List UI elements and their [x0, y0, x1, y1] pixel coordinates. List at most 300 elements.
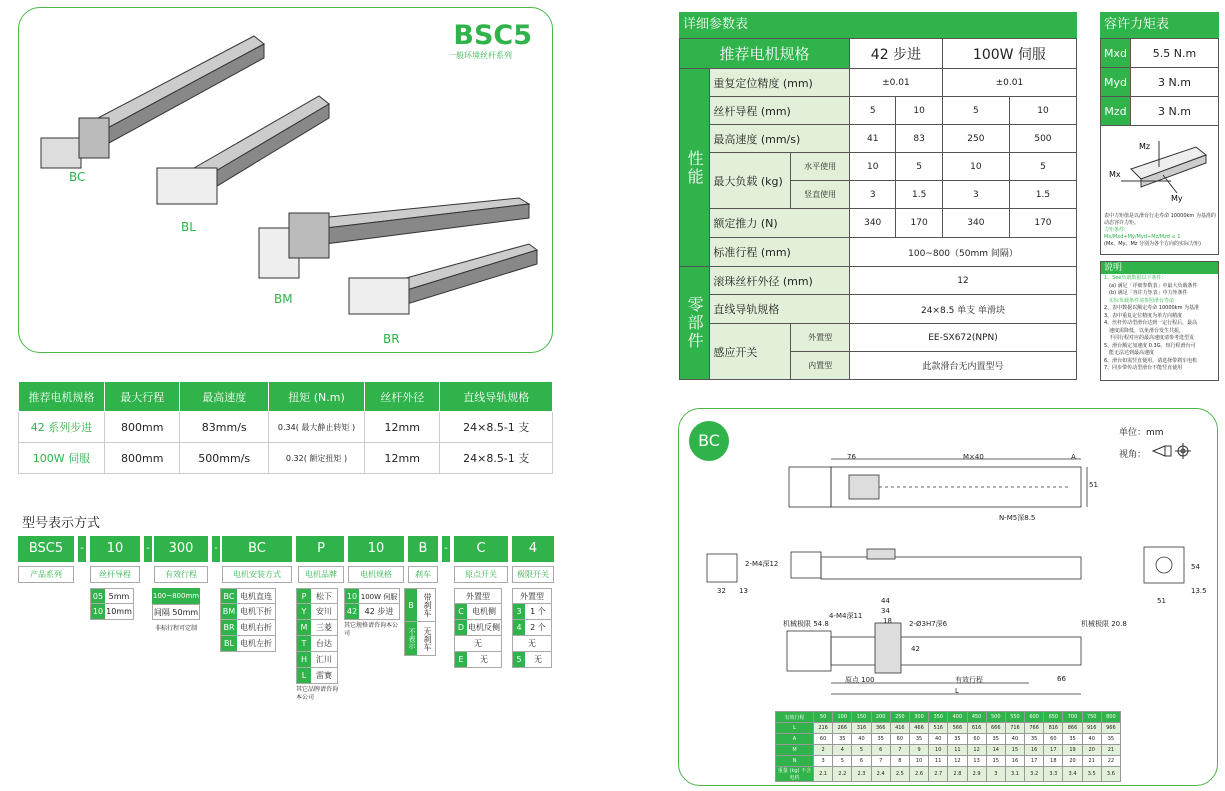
summary-header: 最大行程 [105, 382, 180, 412]
spec-cell: 500 [1009, 125, 1076, 153]
dim-table-cell: 16 [1025, 745, 1044, 756]
spec-header: 42 步进 [850, 39, 943, 69]
option-code: E [455, 652, 467, 667]
notes-box [1100, 261, 1219, 381]
spec-cell: 10 [850, 153, 896, 181]
option-row [220, 604, 276, 620]
spec-cell: 此款滑台无内置型号 [850, 352, 1077, 380]
note-line: 6、滑台如需竖直使用，请选择带刹车电机 [1104, 357, 1198, 364]
dim-table-row [776, 767, 1121, 782]
option-code: BL [221, 636, 237, 651]
spec-cell: 12 [850, 267, 1077, 295]
dim-table-cell: 9 [909, 745, 928, 756]
dim-table-cell: 5 [833, 756, 852, 767]
code-origin: C [454, 536, 508, 562]
option-row [512, 604, 552, 620]
code-brand: P [298, 536, 344, 562]
spec-cell: 1.5 [896, 181, 942, 209]
dim-table-cell: 2.6 [909, 767, 928, 782]
spec-row-label: 直线导轨规格 [710, 295, 850, 324]
option-text: 10mm [106, 607, 132, 616]
dim-table-cell: 20 [1063, 756, 1082, 767]
spec-cell: 10 [896, 97, 942, 125]
option-code: T [297, 636, 311, 651]
option-limit [512, 588, 552, 668]
product-subtitle: 一般环境丝杆系列 [448, 51, 512, 60]
dim-table-label: A [776, 734, 814, 745]
product-image-box [18, 7, 553, 353]
spec-sublabel: 外置型 [791, 324, 850, 352]
option-motor [344, 588, 400, 638]
spec-row-label: 感应开关 [710, 324, 791, 380]
moment-label: Myd [1101, 68, 1131, 97]
option-row [512, 652, 552, 668]
option-text: 电机反侧 [468, 623, 500, 632]
option-code: BR [221, 620, 237, 635]
dim-table-cell: 16 [1005, 756, 1024, 767]
spec-row-label: 最高速度 (mm/s) [710, 125, 850, 153]
option-row [296, 652, 338, 668]
summary-header: 直线导轨规格 [440, 382, 553, 412]
option-row [344, 588, 400, 604]
dim-table-cell: 350 [929, 712, 948, 723]
option-stroke [152, 588, 200, 638]
spec-cell: ±0.01 [850, 69, 943, 97]
spec-cell: 3 [850, 181, 896, 209]
option-text: 1 个 [530, 607, 546, 616]
dim-table-cell: 60 [967, 734, 986, 745]
dim-4m4: 4-M4深11 [829, 612, 863, 620]
option-text: 无 [454, 636, 502, 652]
spec-row-label: 最大负载 (kg) [710, 153, 791, 209]
dim-table-cell: 316 [852, 723, 871, 734]
summary-cell: 0.34( 最大静止转矩 ) [269, 412, 365, 443]
option-text: 无 [534, 655, 542, 664]
dim-a: A [1071, 453, 1076, 461]
option-text: 无 [480, 655, 488, 664]
dim-table-cell: 17 [1025, 756, 1044, 767]
dim-2m4: 2-M4深12 [745, 560, 779, 568]
option-code: M [297, 620, 311, 635]
option-text: 无刹车 [423, 626, 432, 651]
option-row [454, 604, 502, 620]
dim-table-cell: 666 [986, 723, 1005, 734]
code-mount: BC [222, 536, 292, 562]
dim-table-cell: 2.1 [814, 767, 833, 782]
dim-table-cell: 866 [1063, 723, 1082, 734]
variant-bm: BM [274, 292, 293, 306]
dim-table-cell: 22 [1101, 756, 1120, 767]
note-line: 7、同步带传动型滑台不能竖直使用 [1104, 365, 1183, 371]
code-limit: 4 [512, 536, 554, 562]
spec-cell: 10 [1009, 97, 1076, 125]
dim-pin: 2-Ø3H7深6 [909, 620, 948, 628]
dim-table-cell: 400 [948, 712, 967, 723]
dim-table-cell: 600 [1025, 712, 1044, 723]
spec-header: 100W 伺服 [942, 39, 1076, 69]
option-text: 外置型 [454, 588, 502, 604]
spec-cell: 340 [850, 209, 896, 238]
dim-table-cell: 15 [986, 756, 1005, 767]
option-text: 电机右折 [240, 623, 272, 632]
option-text: 带刹车 [423, 593, 432, 617]
option-text: 电机左折 [240, 639, 272, 648]
moment-note: 表中力矩值是以滑台行走寿命 10000km 为基准的动态容许力矩。 [1104, 213, 1216, 226]
code-series: BSC5 [18, 536, 74, 562]
dim-table-cell: 516 [929, 723, 948, 734]
spec-row-label: 丝杆导程 (mm) [710, 97, 850, 125]
option-code: 5 [513, 652, 525, 667]
spec-row-label: 额定推力 (N) [710, 209, 850, 238]
option-text: 三菱 [316, 623, 332, 632]
dim-32: 32 [717, 587, 726, 595]
dim-table-cell: 2.7 [929, 767, 948, 782]
option-row [90, 588, 134, 604]
option-code: H [297, 652, 311, 667]
dim-table-row [776, 723, 1121, 734]
dim-table-cell: 40 [1005, 734, 1024, 745]
note-line: 实际负载条件请参照滑台寿命 [1109, 297, 1175, 304]
spec-cell: 170 [896, 209, 942, 238]
dim-44: 44 [881, 597, 890, 605]
dim-51: 51 [1089, 481, 1098, 489]
dim-origin: 原点 100 [845, 676, 875, 684]
spec-cell: EE-SX672(NPN) [850, 324, 1077, 352]
option-text: 无 [512, 636, 552, 652]
dim-table-cell: 250 [890, 712, 909, 723]
option-row [220, 588, 276, 604]
dim-18: 18 [883, 617, 892, 625]
option-code: 05 [91, 589, 105, 603]
option-text: 间隔 50mm [152, 604, 200, 620]
spec-cell: 5 [896, 153, 942, 181]
dim-table-cell: 100 [833, 712, 852, 723]
option-text: 松下 [316, 592, 332, 601]
model-title: 型号表示方式 [22, 516, 101, 531]
option-code: 3 [513, 604, 525, 619]
dim-42: 42 [911, 645, 920, 653]
dim-table-cell: 10 [929, 745, 948, 756]
dim-table-cell: 35 [833, 734, 852, 745]
note-line: (a) 满足「详细参数表」中最大负载条件 [1109, 282, 1198, 289]
note-line: 能无法达到最高速度 [1109, 350, 1155, 356]
variant-bl: BL [181, 220, 196, 234]
option-brand [296, 588, 338, 702]
dim-table-label: L [776, 723, 814, 734]
option-row [512, 620, 552, 636]
option-text: 外置型 [512, 588, 552, 604]
option-code: B [405, 589, 417, 621]
option-code: 10 [345, 589, 359, 603]
label-limit: 极限开关 [512, 566, 554, 583]
option-text: 100W 伺服 [360, 593, 398, 601]
summary-cell: 24×8.5-1 支 [440, 443, 553, 474]
option-code: BM [221, 604, 237, 619]
option-text: 非标行程可定制 [154, 625, 197, 632]
dim-table-cell: 35 [948, 734, 967, 745]
dim-table-cell: 3 [986, 767, 1005, 782]
dim-66: 66 [1057, 675, 1066, 683]
option-code: BC [221, 589, 237, 603]
spec-cell: 24×8.5 单支 单滑块 [850, 295, 1077, 324]
dim-table-cell: 750 [1082, 712, 1101, 723]
view-label: 视角： [1119, 450, 1147, 460]
dim-table-cell: 466 [909, 723, 928, 734]
label-stroke: 有效行程 [154, 566, 208, 583]
moment-note: 力矩条件: [1104, 227, 1126, 233]
spec-cell: 250 [942, 125, 1009, 153]
dim-table-cell: 21 [1082, 756, 1101, 767]
dim-limit2: 机械极限 20.8 [1081, 620, 1127, 628]
drawing-tag: BC [689, 421, 729, 461]
dim-table-cell: 15 [1005, 745, 1024, 756]
spec-cell: 170 [1009, 209, 1076, 238]
motor-note: 其它规格请咨询本公司 [344, 622, 399, 637]
note-line: (b) 满足「容许力矩表」中力矩条件 [1109, 290, 1188, 296]
option-row [296, 620, 338, 636]
option-text: 电机侧 [472, 607, 496, 616]
label-origin: 原点开关 [454, 566, 508, 583]
dim-table-cell: 450 [967, 712, 986, 723]
dim-table-cell: 916 [1082, 723, 1101, 734]
dim-eff: 有效行程 [955, 676, 983, 684]
option-row [296, 668, 338, 684]
dim-table-cell: 12 [948, 756, 967, 767]
summary-header: 最高速度 [180, 382, 269, 412]
spec-sublabel: 水平使用 [791, 153, 850, 181]
code-stroke: 300 [154, 536, 208, 562]
label-series: 产品系列 [18, 566, 74, 583]
dim-table-label: 重量 (kg) 不含电机 [776, 767, 814, 782]
code-dash: - [144, 536, 152, 562]
axis-mz: Mz [1139, 142, 1151, 151]
dim-table-cell: 2.9 [967, 767, 986, 782]
option-code: L [297, 668, 311, 683]
moment-note: Mx/Mxd+My/Myd+Mz/Mzd ≤ 1 [1104, 234, 1181, 240]
summary-cell: 42 系列步进 [19, 412, 105, 443]
dim-n: N-M5深8.5 [999, 514, 1036, 522]
moment-diagram-box [1100, 125, 1219, 255]
dimension-table [775, 711, 1121, 782]
dim-table-cell: 2.2 [833, 767, 852, 782]
option-row [220, 636, 276, 652]
dim-table-cell: 35 [986, 734, 1005, 745]
label-lead: 丝杆导程 [90, 566, 140, 583]
dim-table-cell: 20 [1082, 745, 1101, 756]
dim-table-label: M [776, 745, 814, 756]
dim-table-cell: 35 [1063, 734, 1082, 745]
spec-row-label: 标准行程 (mm) [710, 238, 850, 267]
spec-cell: 3 [942, 181, 1009, 209]
option-row [296, 604, 338, 620]
dim-table-cell: 200 [871, 712, 890, 723]
model-labels [18, 566, 568, 586]
model-code-row [18, 536, 568, 562]
dim-table-cell: 35 [1101, 734, 1120, 745]
dim-table-cell: 2.3 [852, 767, 871, 782]
note-line: 4、丝杆传动型滑台达到一定行程后，最高 [1104, 320, 1198, 326]
spec-cell: 83 [896, 125, 942, 153]
dim-table-cell: 2.8 [948, 767, 967, 782]
dim-table-cell: 500 [986, 712, 1005, 723]
dim-table-cell: 3.5 [1082, 767, 1101, 782]
moment-value: 3 N.m [1131, 97, 1219, 126]
actuator-br [349, 244, 537, 314]
label-brand: 电机品牌 [298, 566, 344, 583]
dim-table-cell: 800 [1101, 712, 1120, 723]
option-row [296, 636, 338, 652]
option-row [404, 622, 436, 656]
drawing-box [678, 408, 1218, 786]
dim-mx40: M×40 [963, 453, 984, 461]
dim-table-cell: 35 [909, 734, 928, 745]
dim-table-cell: 60 [890, 734, 909, 745]
code-dash: - [212, 536, 220, 562]
code-brake: B [408, 536, 438, 562]
code-motor: 10 [348, 536, 404, 562]
note-line: 1、See负载数据以下条件： [1104, 275, 1167, 281]
dim-table-cell: 40 [1082, 734, 1101, 745]
spec-cell: 5 [942, 97, 1009, 125]
dim-table-cell: 40 [852, 734, 871, 745]
note-line: 速度需降低，以免滑台发生共振， [1109, 327, 1185, 334]
option-code: 不表示 [405, 622, 417, 655]
dim-table-cell: 60 [814, 734, 833, 745]
option-text: 5mm [108, 592, 130, 601]
spec-sublabel: 内置型 [791, 352, 850, 380]
summary-cell: 800mm [105, 412, 180, 443]
dim-table-row [776, 756, 1121, 767]
summary-table [18, 381, 553, 474]
moment-value: 3 N.m [1131, 68, 1219, 97]
option-mount [220, 588, 276, 652]
spec-cell: 41 [850, 125, 896, 153]
label-mount: 电机安装方式 [222, 566, 292, 583]
moment-value: 5.5 N.m [1131, 39, 1219, 68]
summary-cell: 800mm [105, 443, 180, 474]
dim-table-cell: 6 [852, 756, 871, 767]
dim-table-cell: 616 [967, 723, 986, 734]
option-text: 台达 [316, 639, 332, 648]
dim-table-row [776, 712, 1121, 723]
dim-table-row [776, 745, 1121, 756]
dim-table-cell: 3.2 [1025, 767, 1044, 782]
dim-table-cell: 14 [986, 745, 1005, 756]
dim-table-cell: 3.3 [1044, 767, 1063, 782]
code-dash: - [78, 536, 86, 562]
dim-76: 76 [847, 453, 856, 461]
variant-bc: BC [69, 170, 86, 184]
option-text: 汇川 [316, 655, 332, 664]
variant-br: BR [383, 332, 400, 346]
dim-54: 54 [1191, 563, 1200, 571]
summary-header: 扭矩 (N.m) [269, 382, 365, 412]
dim-table-cell: 300 [909, 712, 928, 723]
dim-table-cell: 35 [1025, 734, 1044, 745]
summary-cell: 83mm/s [180, 412, 269, 443]
dim-table-cell: 19 [1063, 745, 1082, 756]
note-line: 不同行程对应的最高速度请参考选型页 [1109, 335, 1195, 341]
dim-l: L [955, 687, 959, 695]
axis-mx: Mx [1109, 170, 1121, 179]
moment-axes-diagram [1101, 129, 1218, 209]
dim-table-cell: 2.5 [890, 767, 909, 782]
option-code: 4 [513, 620, 525, 635]
dim-limit1: 机械极限 54.8 [783, 620, 829, 628]
dim-table-cell: 766 [1025, 723, 1044, 734]
spec-row-label: 重复定位精度 (mm) [710, 69, 850, 97]
note-line: 5、滑台额定加速度 0.3G，短行程滑台可 [1104, 342, 1196, 349]
dim-table-cell: 50 [814, 712, 833, 723]
option-row [220, 620, 276, 636]
dim-table-cell: 18 [1044, 756, 1063, 767]
option-row [296, 588, 338, 604]
dim-table-cell: 11 [929, 756, 948, 767]
dim-table-cell: 11 [948, 745, 967, 756]
option-row [454, 652, 502, 668]
product-title: BSC5 [453, 20, 532, 51]
dim-table-cell: 2 [814, 745, 833, 756]
dim-table-cell: 7 [890, 745, 909, 756]
option-row [404, 588, 436, 622]
dim-table-cell: 150 [852, 712, 871, 723]
dim-table-cell: 3.6 [1101, 767, 1120, 782]
option-code: 42 [345, 604, 359, 619]
summary-cell: 12mm [365, 412, 440, 443]
dim-table-cell: 40 [929, 734, 948, 745]
moment-note: (Mx、My、Mz 分别为各个方向的实际力矩) [1104, 241, 1201, 247]
spec-title: 详细参数表 [679, 12, 1077, 38]
option-code: Y [297, 604, 311, 619]
code-dash: - [442, 536, 450, 562]
moment-label: Mxd [1101, 39, 1131, 68]
note-line: 3、表中重复定位精度为单方向精度 [1104, 312, 1183, 319]
spec-cell: ±0.01 [942, 69, 1076, 97]
spec-cell: 5 [850, 97, 896, 125]
spec-cell: 1.5 [1009, 181, 1076, 209]
option-code: D [455, 620, 467, 635]
option-row [344, 604, 400, 620]
spec-cell: 100~800（50mm 间隔） [850, 238, 1077, 267]
summary-header: 丝杆外径 [365, 382, 440, 412]
dim-table-cell: 8 [890, 756, 909, 767]
dim-table-label: 有效行程 [776, 712, 814, 723]
dim-table-cell: 3.1 [1005, 767, 1024, 782]
dim-table-cell: 21 [1101, 745, 1120, 756]
summary-cell: 12mm [365, 443, 440, 474]
dim-table-cell: 2.4 [871, 767, 890, 782]
moment-label: Mzd [1101, 97, 1131, 126]
option-code: P [297, 589, 311, 603]
dim-table-cell: 366 [871, 723, 890, 734]
label-brake: 刹车 [408, 566, 438, 583]
summary-cell: 0.32( 额定扭矩 ) [269, 443, 365, 474]
spec-cell: 5 [1009, 153, 1076, 181]
dim-table-cell: 716 [1005, 723, 1024, 734]
option-text: 电机下折 [240, 607, 272, 616]
dim-table-cell: 550 [1005, 712, 1024, 723]
option-text: 100~800mm [152, 588, 200, 604]
option-code: 10 [91, 604, 105, 619]
spec-row-label: 滚珠丝杆外径 (mm) [710, 267, 850, 295]
parts-label: 零部件 [680, 267, 710, 380]
dim-table-cell: 3.4 [1063, 767, 1082, 782]
notes-title: 说明 [1101, 262, 1218, 274]
option-text: 42 步进 [364, 607, 394, 616]
option-row [454, 620, 502, 636]
moment-table [1100, 38, 1219, 126]
dim-table-cell: 416 [890, 723, 909, 734]
